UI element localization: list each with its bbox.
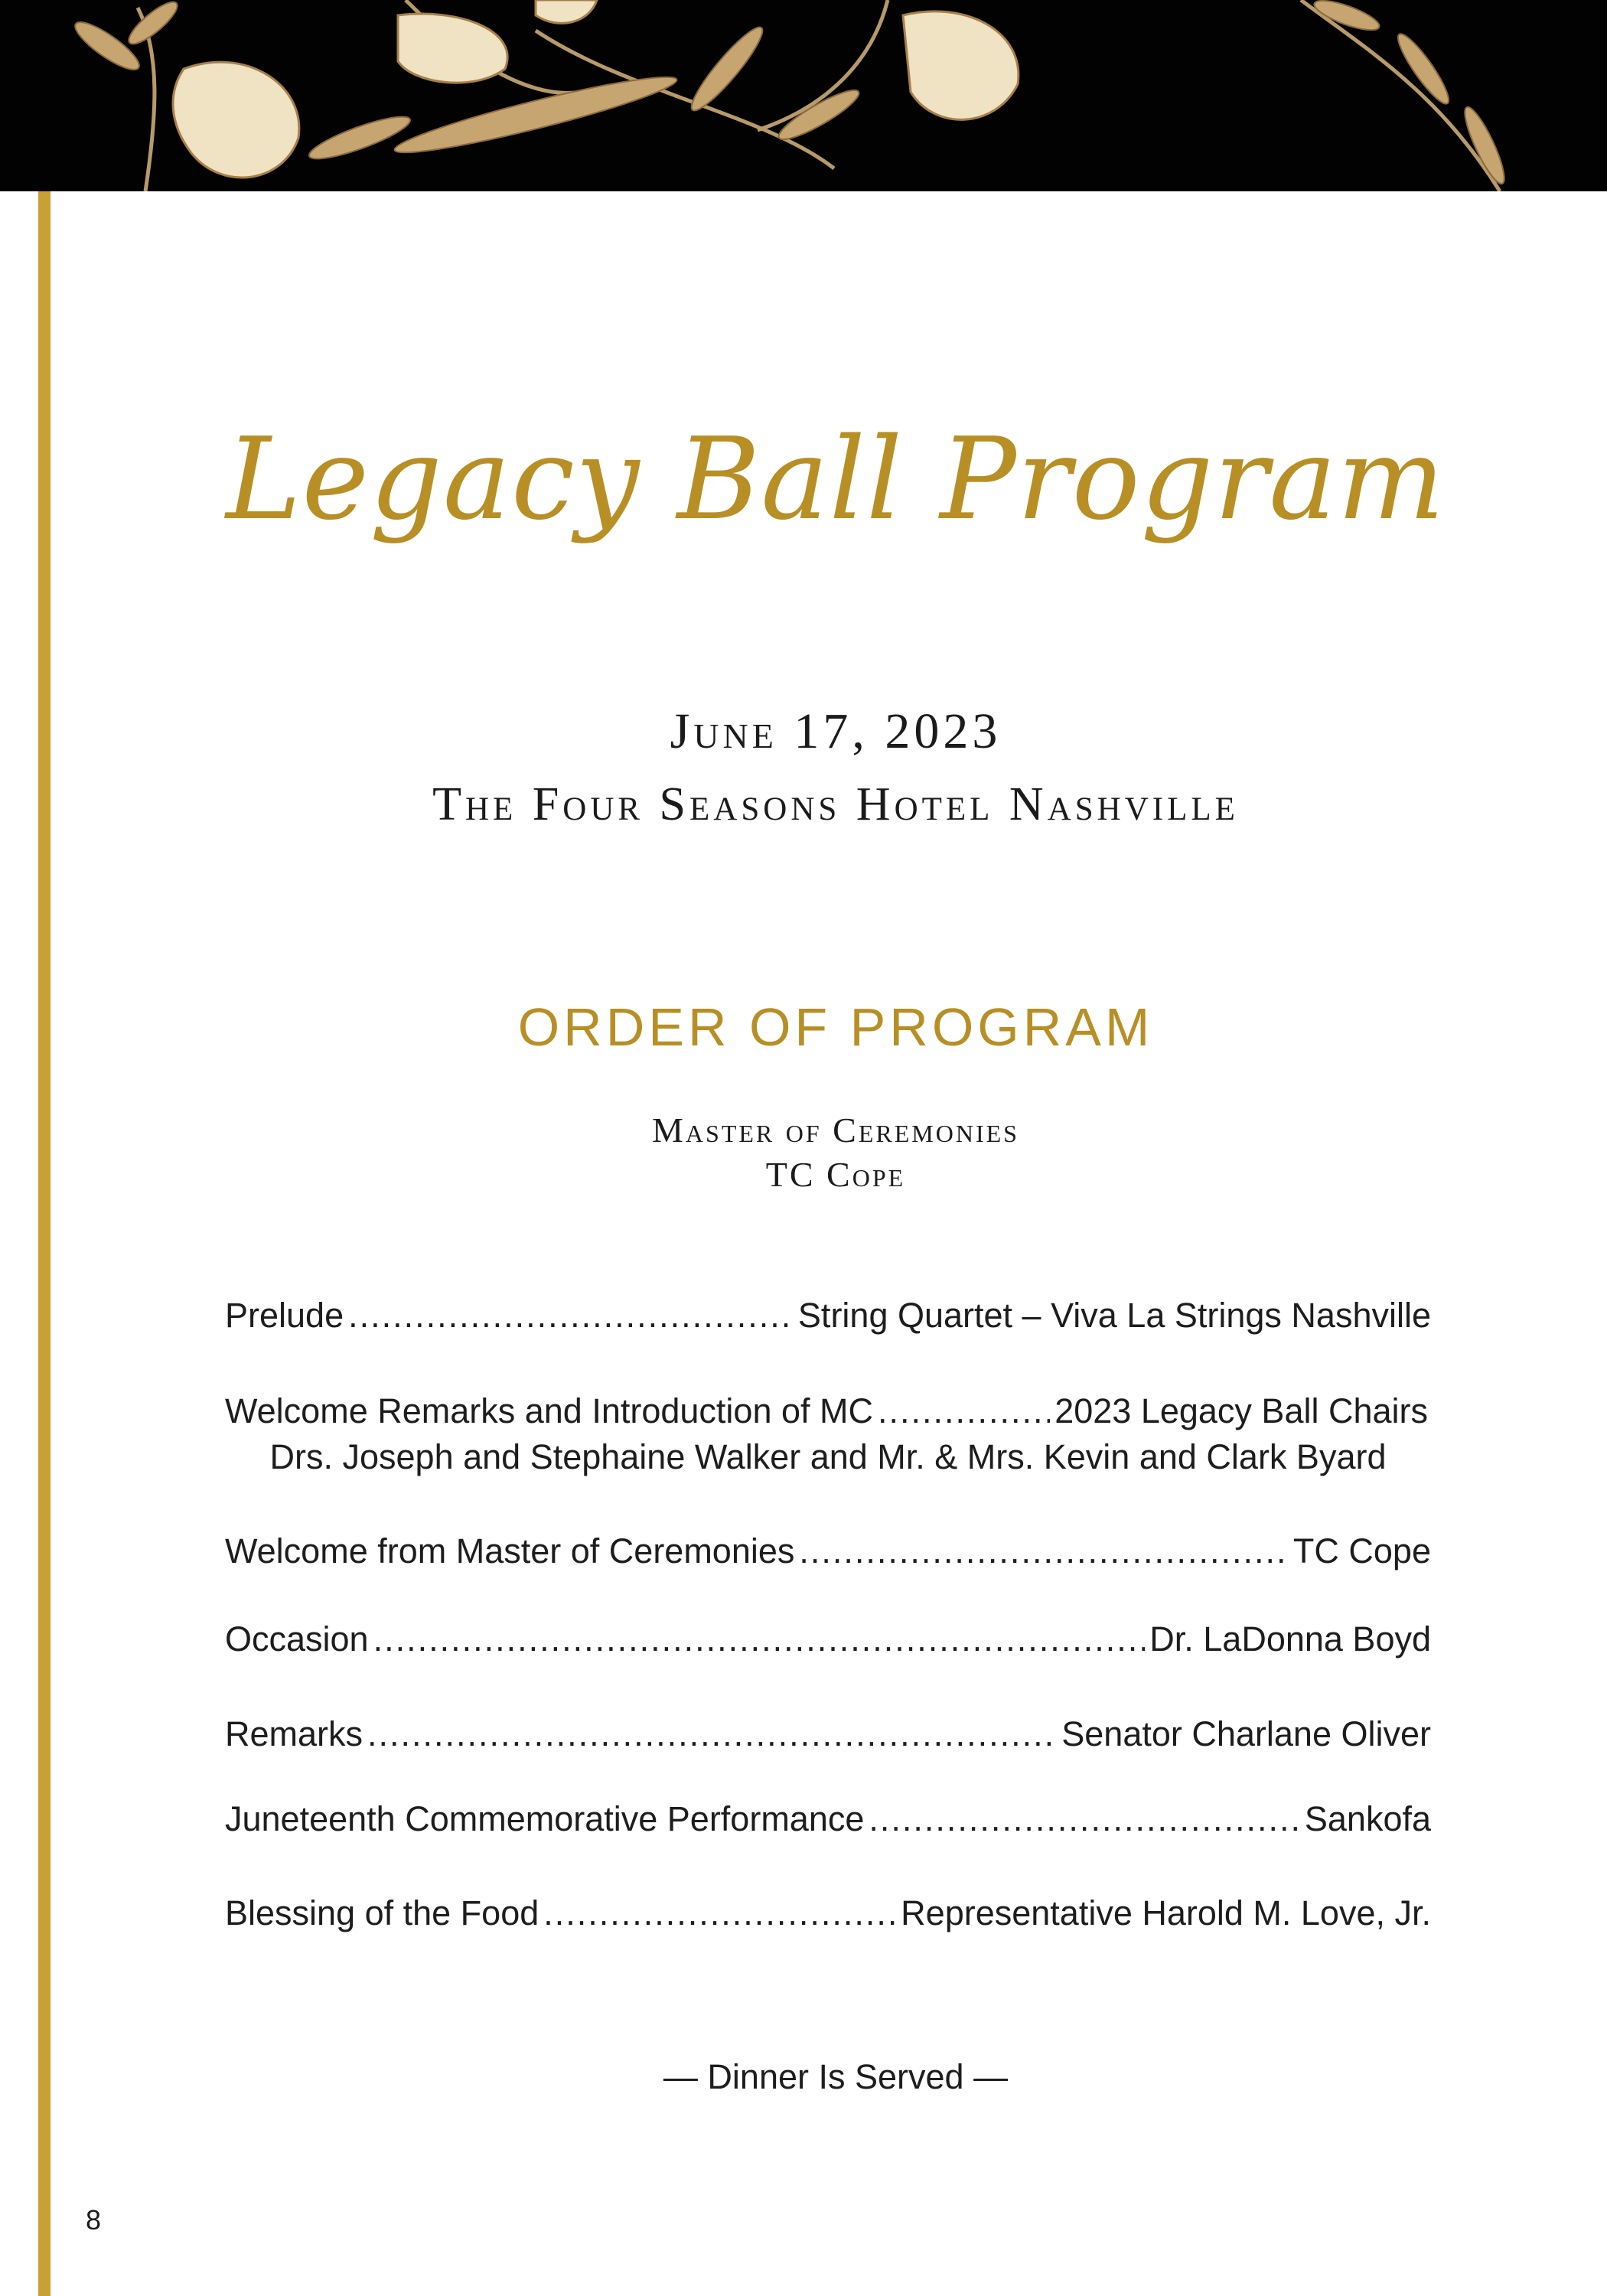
floral-illustration — [0, 0, 1607, 191]
dot-leader — [373, 1619, 1146, 1659]
program-presenter: String Quartet – Viva La Strings Nashville — [797, 1296, 1431, 1335]
program-presenter: Sankofa — [1304, 1799, 1431, 1838]
dot-leader — [348, 1296, 794, 1336]
mc-label: Master of Ceremonies — [652, 1110, 1019, 1150]
program-item — [225, 1893, 1431, 1933]
event-venue: The Four Seasons Hotel Nashville — [432, 778, 1239, 830]
program-presenter: TC Cope — [1292, 1531, 1431, 1570]
dot-leader — [878, 1391, 1050, 1431]
mc-name: TC Cope — [765, 1155, 906, 1194]
closing-line: — Dinner Is Served — — [663, 2057, 1009, 2096]
section-heading: ORDER OF PROGRAM — [517, 997, 1154, 1057]
program-event: Blessing of the Food — [225, 1893, 539, 1932]
program-item — [225, 1296, 1431, 1336]
program-item-detail: Drs. Joseph and Stephaine Walker and Mr. & Mrs. Kevin and Clark Byard — [269, 1437, 1387, 1476]
program-item — [225, 1391, 1428, 1431]
floral-header-band — [0, 0, 1607, 191]
program-item — [225, 1799, 1431, 1839]
program-item — [225, 1619, 1431, 1659]
page-title: Legacy Ball Program — [226, 413, 1446, 545]
program-event: Remarks — [225, 1714, 363, 1753]
program-presenter: 2023 Legacy Ball Chairs — [1054, 1391, 1428, 1430]
program-event: Occasion — [225, 1619, 369, 1658]
program-event: Prelude — [225, 1296, 344, 1335]
program-presenter: Representative Harold M. Love, Jr. — [901, 1893, 1431, 1932]
dot-leader — [543, 1893, 896, 1933]
dot-leader — [367, 1714, 1057, 1754]
program-presenter: Senator Charlane Oliver — [1061, 1714, 1431, 1753]
program-event: Welcome from Master of Ceremonies — [225, 1531, 795, 1570]
event-date: June 17, 2023 — [670, 703, 1002, 759]
program-event: Welcome Remarks and Introduction of MC — [225, 1391, 874, 1430]
program-event: Juneteenth Commemorative Performance — [225, 1799, 865, 1838]
dot-leader — [799, 1531, 1289, 1571]
page-number: 8 — [86, 2204, 102, 2236]
program-item — [225, 1531, 1431, 1571]
dot-leader — [869, 1799, 1299, 1839]
program-item — [225, 1714, 1431, 1754]
program-presenter: Dr. LaDonna Boyd — [1149, 1619, 1431, 1658]
